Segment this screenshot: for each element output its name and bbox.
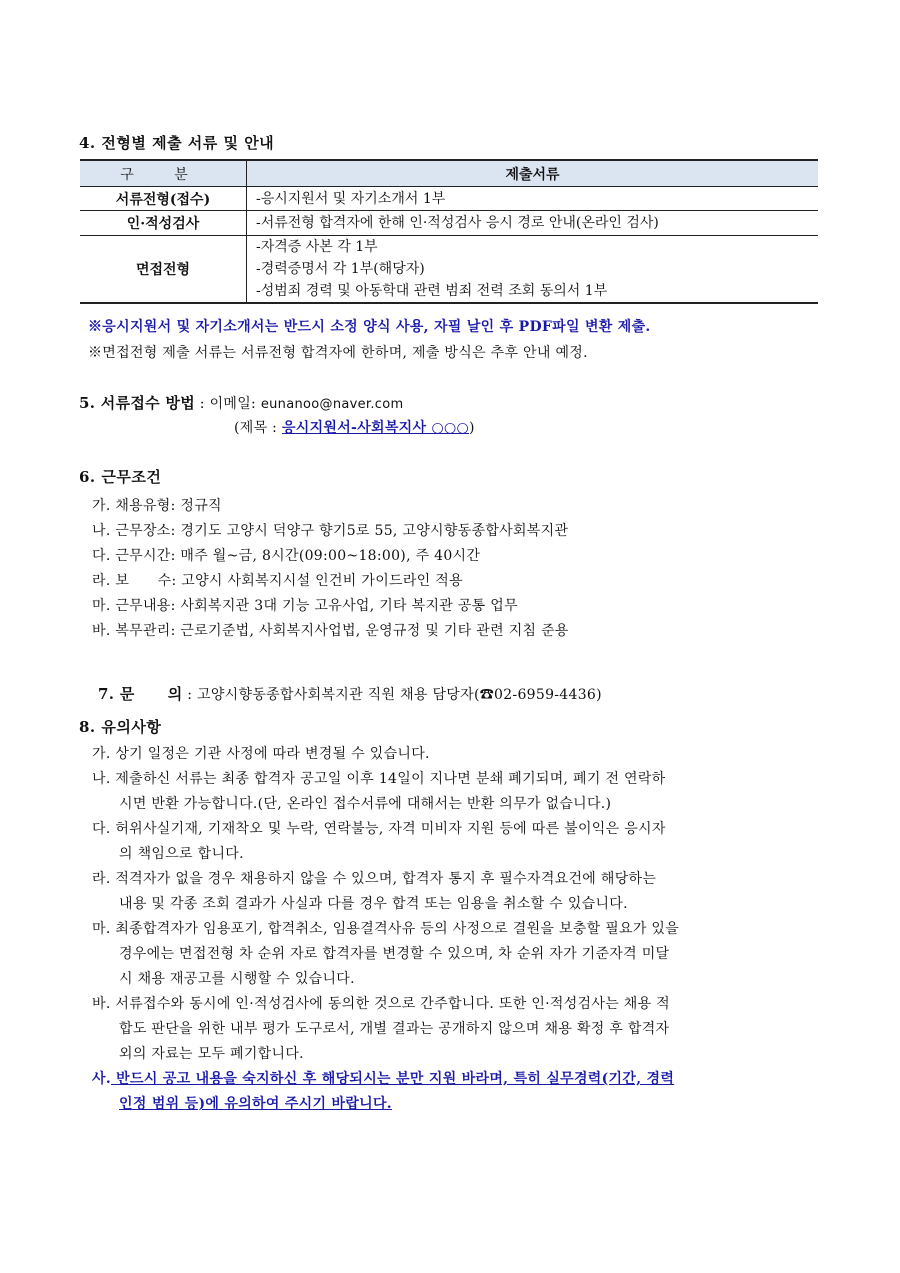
notice-line: 시 채용 재공고를 시행할 수 있습니다. bbox=[119, 971, 355, 987]
table-row bbox=[80, 187, 818, 211]
email-subject: 응시지원서-사회복지사 ○○○ bbox=[281, 420, 470, 436]
notice-line: 경우에는 면접전형 차 순위 자로 합격자를 변경할 수 있으며, 차 순위 자가 기준자격 미달 bbox=[119, 946, 670, 962]
row-category: 인·적성검사 bbox=[80, 211, 247, 236]
work-condition-item: 가. 채용유형: 정규직 bbox=[92, 498, 222, 514]
notice-line: 의 책임으로 합니다. bbox=[119, 846, 244, 862]
section-4-title: 4. 전형별 제출 서류 및 안내 bbox=[79, 134, 275, 152]
notice-emphasis-line bbox=[92, 1068, 674, 1088]
notice-line: 내용 및 각종 조회 결과가 사실과 다를 경우 합격 또는 임용을 취소할 수 있습니다. bbox=[119, 896, 628, 912]
notice-line: 바. 서류접수와 동시에 인·적성검사에 동의한 것으로 간주합니다. 또한 인·적성검사는 채용 적 bbox=[92, 996, 670, 1012]
note-interview-docs: ※면접전형 제출 서류는 서류전형 합격자에 한하며, 제출 방식은 추후 안내 예정. bbox=[88, 345, 588, 361]
email-address[interactable]: eunanoo@naver.com bbox=[260, 397, 404, 412]
section-5-sep: : bbox=[195, 396, 210, 412]
email-label: 이메일: bbox=[209, 396, 261, 412]
table-row bbox=[80, 211, 818, 236]
section-5-title: 5. 서류접수 방법 bbox=[79, 394, 196, 412]
section-7-title: 7. 문 의 bbox=[98, 685, 183, 703]
work-condition-item: 바. 복무관리: 근로기준법, 사회복지사업법, 운영규정 및 기타 관련 지침 준용 bbox=[92, 623, 569, 639]
work-condition-item: 다. 근무시간: 매주 월~금, 8시간(09:00~18:00), 주 40시간 bbox=[92, 548, 481, 564]
notice-line: 라. 적격자가 없을 경우 채용하지 않을 수 있으며, 합격자 통지 후 필수자격요건에 해당하는 bbox=[92, 871, 657, 887]
table-header-row bbox=[80, 160, 818, 187]
row-documents bbox=[247, 211, 819, 236]
emphasis-prefix: 사. bbox=[92, 1071, 111, 1087]
emphasis-text: 반드시 공고 내용을 숙지하신 후 해당되시는 분만 지원 바라며, 특히 실무경력(기간, 경력 bbox=[111, 1071, 675, 1087]
notice-line: 마. 최종합격자가 임용포기, 합격취소, 임용결격사유 등의 사정으로 결원을 보충할 필요가 있을 bbox=[92, 921, 680, 937]
header-documents: 제출서류 bbox=[247, 160, 819, 187]
notice-line: 다. 허위사실기재, 기재착오 및 누락, 연락불능, 자격 미비자 지원 등에 따른 불이익은 응시자 bbox=[92, 821, 666, 837]
table-row bbox=[80, 236, 818, 304]
header-category: 구 분 bbox=[80, 160, 247, 187]
document-item: -자격증 사본 각 1부 bbox=[256, 239, 378, 255]
subject-suffix: ) bbox=[469, 420, 475, 436]
contact-info: : 고양시향동종합사회복지관 직원 채용 담당자(☎02-6959-4436) bbox=[182, 687, 602, 703]
email-subject-row bbox=[234, 417, 475, 437]
note-required-form: ※응시지원서 및 자기소개서는 반드시 소정 양식 사용, 자필 날인 후 PDF파일 변환 제출. bbox=[88, 319, 651, 335]
row-documents bbox=[247, 236, 819, 304]
notice-line: 나. 제출하신 서류는 최종 합격자 공고일 이후 14일이 지나면 분쇄 폐기되며, 폐기 전 연락하 bbox=[92, 771, 666, 787]
section-8-title: 8. 유의사항 bbox=[79, 718, 162, 736]
notice-line: 시면 반환 가능합니다.(단, 온라인 접수서류에 대해서는 반환 의무가 없습니다.) bbox=[119, 796, 612, 812]
document-item: -서류전형 합격자에 한해 인·적성검사 응시 경로 안내(온라인 검사) bbox=[256, 215, 659, 231]
row-category: 면접전형 bbox=[80, 236, 247, 304]
document-item: -성범죄 경력 및 아동학대 관련 범죄 전력 조회 동의서 1부 bbox=[256, 283, 608, 299]
notice-emphasis-line: 인정 범위 등)에 유의하여 주시기 바랍니다. bbox=[119, 1096, 392, 1112]
subject-prefix: (제목 : bbox=[234, 420, 282, 436]
section-5-row bbox=[79, 392, 403, 413]
section-7-row bbox=[79, 667, 602, 720]
notice-line: 가. 상기 일정은 기관 사정에 따라 변경될 수 있습니다. bbox=[92, 746, 430, 762]
document-item: -응시지원서 및 자기소개서 1부 bbox=[256, 190, 446, 207]
notice-line: 합도 판단을 위한 내부 평가 도구로서, 개별 결과는 공개하지 않으며 채용 확정 후 합격자 bbox=[119, 1021, 670, 1037]
work-condition-item: 나. 근무장소: 경기도 고양시 덕양구 향기5로 55, 고양시향동종합사회복지관 bbox=[92, 523, 569, 539]
notice-line: 외의 자료는 모두 폐기합니다. bbox=[119, 1046, 304, 1062]
document-item: -경력증명서 각 1부(해당자) bbox=[256, 261, 425, 277]
documents-table bbox=[80, 159, 818, 304]
section-6-title: 6. 근무조건 bbox=[79, 468, 162, 486]
work-condition-item: 마. 근무내용: 사회복지관 3대 기능 고유사업, 기타 복지관 공통 업무 bbox=[92, 598, 518, 614]
work-condition-item: 라. 보 수: 고양시 사회복지시설 인건비 가이드라인 적용 bbox=[92, 573, 463, 589]
row-category: 서류전형(접수) bbox=[80, 187, 247, 211]
row-documents bbox=[247, 187, 819, 211]
